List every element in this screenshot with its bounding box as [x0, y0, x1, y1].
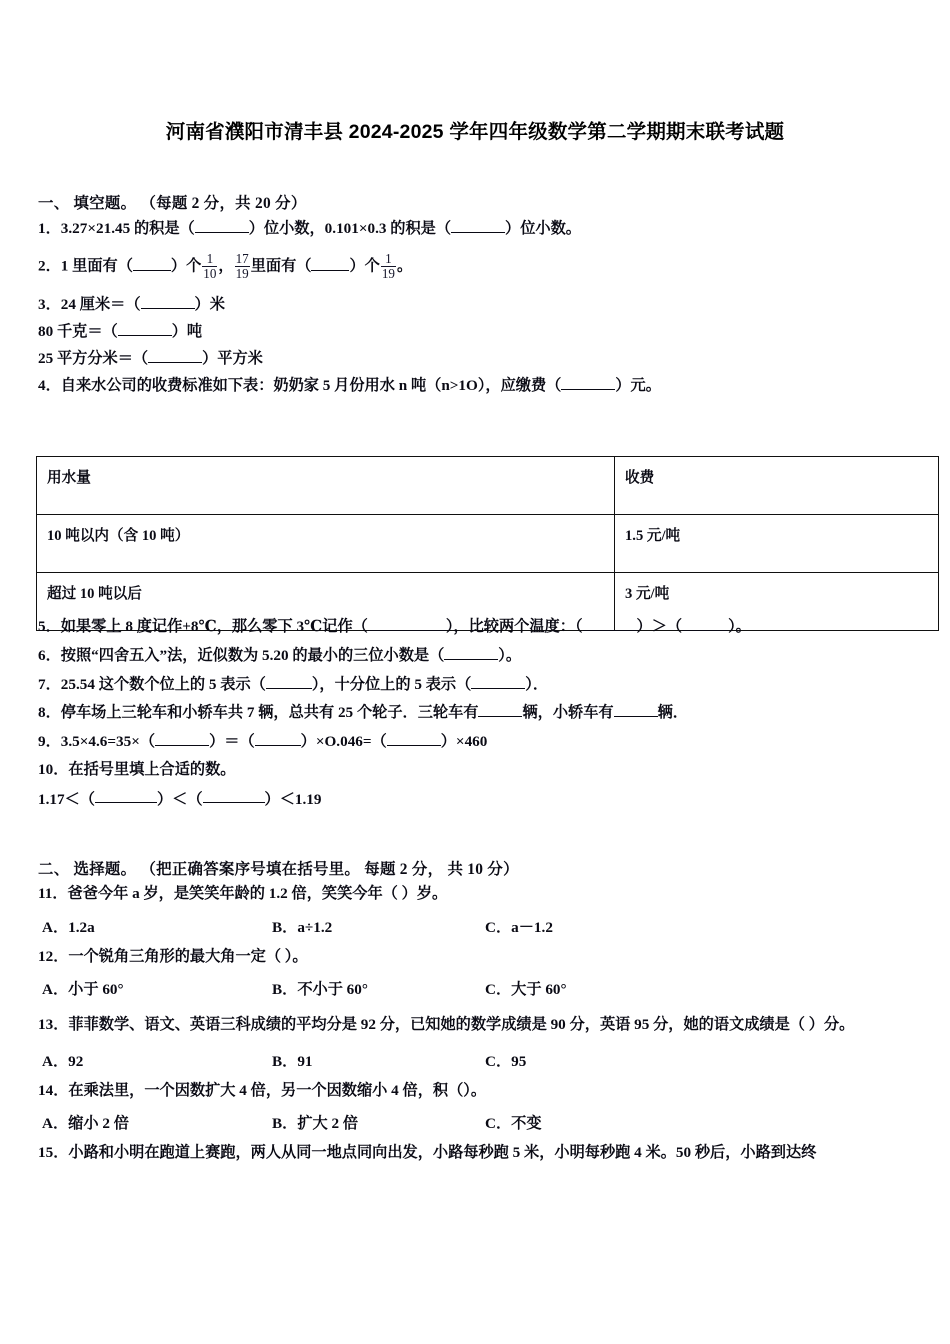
q4-blank-1[interactable]	[561, 377, 615, 390]
q8-b: 辆，小轿车有	[522, 704, 614, 722]
q9-blank-1[interactable]	[155, 733, 209, 746]
q5-blank-1[interactable]	[368, 618, 446, 631]
table-header-usage: 用水量	[37, 457, 615, 515]
question-3-line-2	[38, 323, 912, 339]
q2-part-e: ）个	[349, 258, 380, 276]
q9-blank-3[interactable]	[387, 733, 441, 746]
q1-part-b: ）位小数，0.101×0.3 的积是（	[248, 220, 452, 238]
q7-a: 7．25.54 这个数个位上的 5 表示（	[38, 675, 266, 693]
question-9	[38, 733, 918, 749]
option-b[interactable]: B．a÷1.2	[272, 918, 333, 936]
question-14-options	[38, 1112, 922, 1132]
question-13-options	[38, 1050, 922, 1070]
q3-l3-b: ）平方米	[202, 350, 263, 368]
q8-a: 8．停车场上三轮车和小轿车共 7 辆，总共有 25 个轮子．三轮车有	[38, 704, 479, 722]
q9-b: ）＝（	[209, 733, 255, 751]
question-10-stem: 10．在括号里填上合适的数。	[38, 761, 236, 779]
q2-part-b: ）个	[170, 258, 202, 276]
section-two-block	[38, 862, 922, 1160]
q9-a: 9．3.5×4.6=35×（	[38, 733, 156, 751]
q3-blank-3[interactable]	[148, 350, 202, 363]
q4-stem-a: 4．自来水公司的收费标准如下表：奶奶家 5 月份用水 n 吨（n>1O），应缴费（	[38, 377, 562, 395]
question-13-stem: 13．菲菲数学、语文、英语三科成绩的平均分是 92 分，已知她的数学成绩是 90 分，英语 95 分，她的语文成绩是（ ）分。	[38, 1015, 855, 1033]
section-one-heading: 一、 填空题。 （每题 2 分，共 20 分）	[38, 195, 307, 212]
q3-blank-2[interactable]	[118, 323, 172, 336]
question-1	[38, 220, 912, 236]
q3-l1-a: 3．24 厘米＝（	[38, 296, 141, 314]
q4-stem-b: ）元。	[615, 377, 661, 395]
option-b[interactable]: B．扩大 2 倍	[272, 1115, 359, 1133]
q8-blank-2[interactable]	[614, 705, 658, 717]
q6-blank-1[interactable]	[444, 647, 498, 660]
fraction-one-nineteenth: $\frac{1}{19}$	[381, 251, 395, 281]
q10-b: ）＜（	[156, 790, 203, 808]
fraction-seventeen-nineteenths: $\frac{17}{19}$	[235, 251, 249, 281]
question-7	[38, 676, 918, 692]
q8-c: 辆．	[657, 704, 688, 722]
q3-l1-b: ）米	[194, 296, 225, 314]
q3-blank-1[interactable]	[141, 296, 195, 309]
q5-a: 5．如果零上 8 度记作+8℃，那么零下 3℃记作（	[38, 617, 368, 635]
q1-part-c: ）位小数。	[505, 220, 581, 238]
option-c[interactable]: C．大于 60°	[485, 980, 567, 998]
q10-blank-1[interactable]	[95, 791, 157, 804]
option-a[interactable]: A．1.2a	[42, 918, 95, 936]
q10-blank-2[interactable]	[203, 791, 265, 804]
q2-part-c: ，	[218, 258, 234, 276]
question-12-options	[38, 978, 922, 998]
table-row	[37, 515, 939, 573]
question-8	[38, 705, 918, 720]
q2-blank-1[interactable]	[133, 258, 171, 271]
table-cell-fee-1: 1.5 元/吨	[615, 515, 939, 573]
q5-blank-2[interactable]	[583, 618, 637, 631]
q7-blank-1[interactable]	[266, 676, 312, 689]
question-11-options	[38, 916, 922, 936]
q8-blank-1[interactable]	[478, 705, 522, 717]
q9-c: ）×O.046=（	[300, 733, 387, 751]
table-cell-fee-2: 3 元/吨	[615, 573, 939, 631]
question-14-stem: 14．在乘法里，一个因数扩大 4 倍，另一个因数缩小 4 倍，积（）。	[38, 1081, 487, 1099]
section-two-heading: 二、 选择题。 （把正确答案序号填在括号里。 每题 2 分， 共 10 分）	[38, 861, 519, 878]
q3-l2-b: ）吨	[171, 323, 203, 341]
option-b[interactable]: B．91	[272, 1052, 313, 1070]
question-3-line-1	[38, 296, 912, 312]
option-b[interactable]: B．不小于 60°	[272, 980, 368, 998]
q7-c: ）．	[525, 675, 549, 693]
question-4-stem	[38, 377, 912, 393]
question-6	[38, 647, 918, 663]
q1-blank-2[interactable]	[451, 220, 505, 233]
option-a[interactable]: A．92	[42, 1052, 84, 1070]
q9-d: ）×460	[440, 733, 488, 751]
table-cell-usage-2: 超过 10 吨以后	[37, 573, 615, 631]
q1-blank-1[interactable]	[195, 220, 249, 233]
question-15-stem: 15．小路和小明在跑道上赛跑，两人从同一地点同向出发，小路每秒跑 5 米，小明每秒跑 4 米。50 秒后，小路到达终	[38, 1144, 817, 1162]
option-a[interactable]: A．缩小 2 倍	[42, 1115, 129, 1133]
q3-l2-a: 80 千克＝（	[38, 323, 118, 341]
water-fee-table	[36, 456, 939, 631]
q2-part-f: 。	[396, 258, 413, 276]
question-10-inequality	[38, 791, 918, 807]
q3-l3-a: 25 平方分米＝（	[38, 350, 149, 368]
q2-blank-2[interactable]	[311, 258, 349, 271]
table-cell-usage-1: 10 吨以内（含 10 吨）	[37, 515, 615, 573]
question-11-stem: 11．爸爸今年 a 岁，是笑笑年龄的 1.2 倍，笑笑今年（ ）岁。	[38, 885, 448, 903]
q5-c: ）＞（	[636, 617, 683, 635]
option-c[interactable]: C．a－1.2	[485, 918, 553, 936]
q5-d: ）。	[728, 617, 751, 635]
section-one-block	[38, 196, 912, 393]
question-12-stem: 12．一个锐角三角形的最大角一定（ ）。	[38, 947, 308, 965]
question-3-line-3	[38, 350, 912, 366]
q5-b: ），比较两个温度：（	[445, 617, 583, 635]
q9-blank-2[interactable]	[255, 733, 301, 746]
q7-blank-2[interactable]	[471, 676, 525, 689]
table-header-row	[37, 457, 939, 515]
q2-part-d: 里面有（	[250, 258, 312, 276]
question-5	[38, 618, 918, 634]
q2-part-a: 2．1 里面有（	[38, 258, 133, 276]
table-header-fee: 收费	[615, 457, 939, 515]
section-one-continued	[38, 618, 918, 807]
page-title: 河南省濮阳市清丰县 2024-2025 学年四年级数学第二学期期末联考试题	[165, 121, 785, 143]
q5-blank-3[interactable]	[682, 618, 728, 631]
q6-b: ）。	[498, 646, 522, 664]
q7-b: ），十分位上的 5 表示（	[311, 675, 472, 693]
fraction-one-tenth: $\frac{1}{10}$	[203, 251, 217, 281]
option-a[interactable]: A．小于 60°	[42, 980, 124, 998]
question-2	[38, 252, 912, 280]
q10-a: 1.17＜（	[38, 790, 95, 808]
q6-a: 6．按照“四舍五入”法，近似数为 5.20 的最小的三位小数是（	[38, 646, 445, 664]
option-c[interactable]: C．95	[485, 1052, 527, 1070]
option-c[interactable]: C．不变	[485, 1115, 542, 1133]
q10-c: ）＜1.19	[264, 790, 322, 808]
q1-part-a: 1．3.27×21.45 的积是（	[38, 220, 195, 238]
